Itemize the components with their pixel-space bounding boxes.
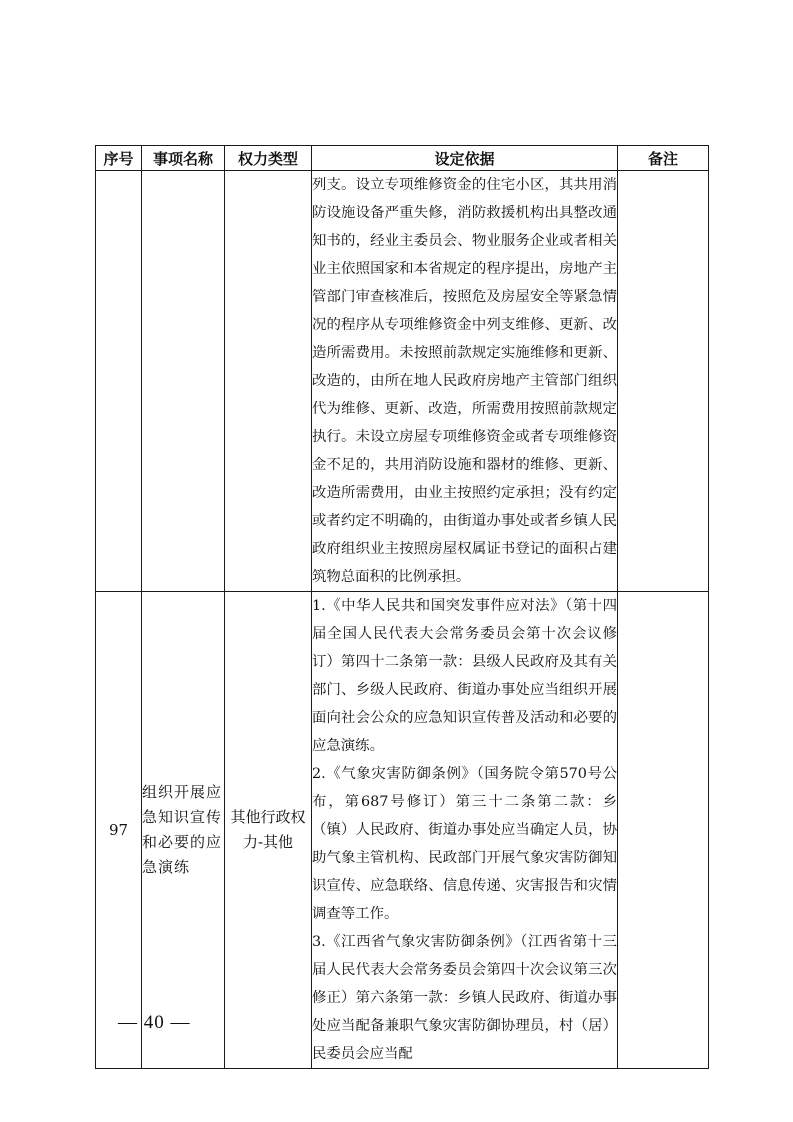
cell-item-name [142, 171, 225, 592]
basis-paragraph: 1.《中华人民共和国突发事件应对法》（第十四届全国人民代表大会常务委员会第十次会议修订）第四十二条第一款：县级人民政府及其有关部门、乡级人民政府、街道办事处应当组织开展面向社会公众的应急知识宣传普及活动和必要的应急演练。 [312, 598, 617, 754]
table-header-row [96, 146, 709, 171]
basis-paragraph: 2.《气象灾害防御条例》（国务院令第570号公布，第687号修订）第三十二条第二款：乡（镇）人民政府、街道办事处应当确定人员，协助气象主管机构、民政部门开展气象灾害防御知识宣传、应急联络、信息传递、灾害报告和灾情调查等工作。 [312, 766, 617, 922]
header-remark: 备注 [618, 146, 709, 171]
cell-remark [618, 171, 709, 592]
basis-paragraph: 列支。设立专项维修资金的住宅小区，其共用消防设施设备严重失修，消防救援机构出具整改通知书的，经业主委员会、物业服务企业或者相关业主依照国家和本省规定的程序提出，房地产主管部门审查核准后，按照危及房屋安全等紧急情况的程序从专项维修资金中列支维修、更新、改造所需费用。未按照前款规定实施维修和更新、改造的，由所在地人民政府房地产主管部门组织代为维修、更新、改造，所需费用按照前款规定执行。未设立房屋专项维修资金或者专项维修资金不足的，共用消防设施和器材的维修、更新、改造所需费用，由业主按照约定承担；没有约定或者约定不明确的，由街道办事处或者乡镇人民政府组织业主按照房屋权属证书登记的面积占建筑物总面积的比例承担。 [312, 177, 617, 585]
cell-serial: 97 [96, 592, 142, 1069]
document-table [95, 145, 709, 1069]
cell-remark [618, 592, 709, 1069]
table-row [96, 171, 709, 592]
cell-item-name: 组织开展应急知识宣传和必要的应急演练 [142, 592, 225, 1069]
header-item-name: 事项名称 [142, 146, 225, 171]
cell-serial [96, 171, 142, 592]
cell-power-type: 其他行政权力-其他 [225, 592, 312, 1069]
page-number: — 40 — [118, 1012, 191, 1033]
cell-basis [312, 171, 618, 592]
cell-power-type [225, 171, 312, 592]
header-power-type: 权力类型 [225, 146, 312, 171]
header-serial: 序号 [96, 146, 142, 171]
cell-basis [312, 592, 618, 1069]
basis-paragraph: 3.《江西省气象灾害防御条例》（江西省第十三届人民代表大会常务委员会第四十次会议第三次修正）第六条第一款：乡镇人民政府、街道办事处应当配备兼职气象灾害防御协理员，村（居）民委员会应当配 [312, 934, 617, 1062]
table-row [96, 592, 709, 1069]
header-basis: 设定依据 [312, 146, 618, 171]
